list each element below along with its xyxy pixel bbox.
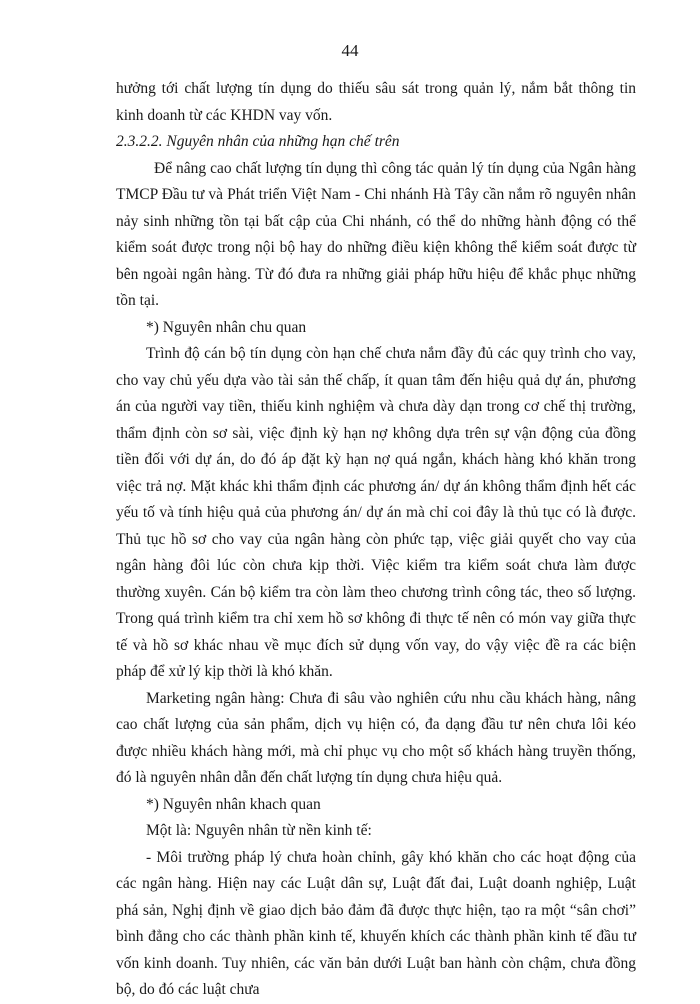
body-text [116, 76, 636, 1004]
paragraph-legal-environment: - Môi trường pháp lý chưa hoàn chỉnh, gây khó khăn cho các hoạt động của các ngân hàng. Hiện nay các Luật dân sự, Luật đất đai, Luật doanh nghiệp, Luật phá sản, Nghị định về giao dịch bảo đảm đã được thực hiện, tạo ra một “sân chơi” bình đẳng cho các thành phần kinh tế, khuyến khích các thành phần kinh tế đầu tư vốn kinh doanh. Tuy nhiên, các văn bản dưới Luật ban hành còn chậm, chưa đồng bộ, do đó các luật chưa [116, 848, 636, 998]
subheading-objective-causes: *) Nguyên nhân khach quan [146, 795, 321, 813]
section-heading: 2.3.2.2. Nguyên nhân của những hạn chế trên [116, 133, 400, 150]
page-number: 44 [341, 41, 359, 60]
subheading-subjective-causes: *) Nguyên nhân chu quan [146, 318, 307, 336]
paragraph-continuation: hưởng tới chất lượng tín dụng do thiếu sâu sát trong quản lý, nắm bắt thông tin kinh doanh từ các KHDN vay vốn. [116, 80, 636, 124]
paragraph-intro: Để nâng cao chất lượng tín dụng thì công tác quản lý tín dụng của Ngân hàng TMCP Đầu tư và Phát triển Việt Nam - Chi nhánh Hà Tây cần nắm rõ nguyên nhân nảy sinh những tồn tại bất cập của Chi nhánh, có thể do những hành động có thể kiểm soát được trong nội bộ hay do những điều kiện không thể kiểm soát được từ bên ngoài ngân hàng. Từ đó đưa ra những giải pháp hữu hiệu để khắc phục những tồn tại. [116, 159, 636, 309]
paragraph-marketing: Marketing ngân hàng: Chưa đi sâu vào nghiên cứu nhu cầu khách hàng, nâng cao chất lượng của sản phẩm, dịch vụ hiện có, đa dạng đầu tư nên chưa lôi kéo được nhiều khách hàng mới, mà chỉ phục vụ cho một số khách hàng truyền thống, đó là nguyên nhân dẫn đến chất lượng tín dụng chưa hiệu quả. [116, 689, 636, 786]
paragraph-economy-causes: Một là: Nguyên nhân từ nền kinh tế: [146, 822, 372, 839]
paragraph-staff-capacity: Trình độ cán bộ tín dụng còn hạn chế chưa nắm đầy đủ các quy trình cho vay, cho vay chủ yếu dựa vào tài sản thế chấp, ít quan tâm đến hiệu quả dự án, phương án của người vay tiền, thiếu kinh nghiệm và chưa dày dạn trong cơ chế thị trường, thẩm định còn sơ sài, việc định kỳ hạn nợ không dựa trên sự vận động của đồng tiền đối với dự án, do đó áp đặt kỳ hạn nợ quá ngắn, khách hàng khó khăn trong việc trả nợ. Mặt khác khi thẩm định các phương án/ dự án không thẩm định hết các yếu tố và tính hiệu quả của phương án/ dự án mà chỉ coi đây là thủ tục có là được. Thủ tục hồ sơ cho vay của ngân hàng còn phức tạp, việc giải quyết cho vay của ngân hàng đôi lúc còn chưa kịp thời. Việc kiểm tra kiểm soát chưa làm được thường xuyên. Cán bộ kiểm tra còn làm theo chương trình công tác, theo số lượng. Trong quá trình kiểm tra chỉ xem hồ sơ không đi thực tế nên có món vay giữa thực tế và hồ sơ khác nhau về mục đích sử dụng vốn vay, do vậy việc đề ra các biện pháp để xử lý kịp thời là khó khăn. [116, 345, 636, 680]
